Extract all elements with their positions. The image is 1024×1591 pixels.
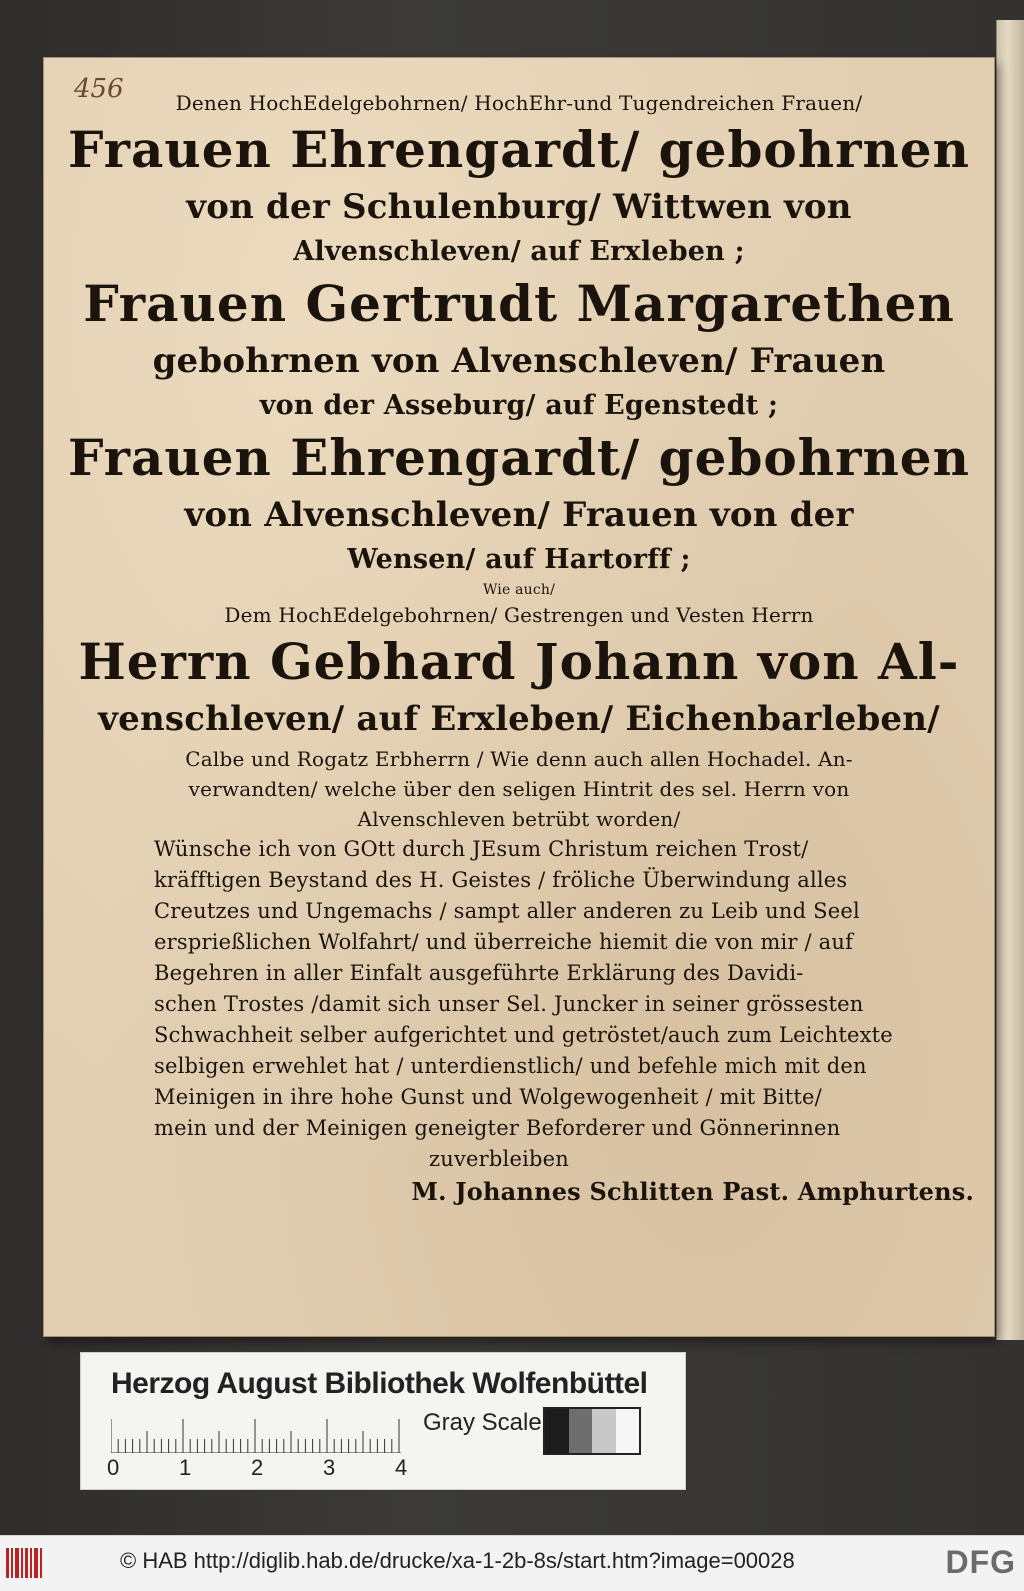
title-line: Frauen Ehrengardt/ gebohrnen — [68, 428, 970, 487]
body-line: Schwachheit selber aufgerichtet und getröstet/auch zum Leichtexte — [154, 1023, 893, 1047]
body-line: Wünsche ich von GOtt durch JEsum Christum reichen Trost/ — [154, 837, 809, 861]
gray-swatch — [569, 1409, 593, 1453]
title-line: venschleven/ auf Erxleben/ Eichenbarleben/ — [98, 699, 940, 739]
folio-number: 456 — [74, 74, 124, 104]
title-line: von der Asseburg/ auf Egenstedt ; — [259, 390, 779, 421]
title-line: Alvenschleven/ auf Erxleben ; — [293, 236, 745, 267]
body-line: kräfftigen Beystand des H. Geistes / fröliche Überwindung alles — [154, 868, 848, 892]
title-line: Dem HochEdelgebohrnen/ Gestrengen und Vesten Herrn — [224, 603, 814, 627]
viewer-footer — [0, 1535, 1024, 1591]
ruler-number: 1 — [179, 1455, 192, 1480]
body-line: zuverbleiben — [428, 1147, 570, 1171]
body-line: selbigen erwehlet hat / unterdienstlich/ und befehle mich mit den — [154, 1054, 867, 1078]
title-line: Wensen/ auf Hartorff ; — [347, 544, 691, 575]
gray-scale-swatches — [543, 1407, 641, 1455]
body-line: Meinigen in ihre hohe Gunst und Wolgewogenheit / mit Bitte/ — [154, 1085, 822, 1109]
ruler-scale — [111, 1419, 411, 1453]
title-text-block — [54, 88, 984, 1209]
title-line: von der Schulenburg/ Wittwen von — [186, 187, 852, 227]
library-name: Herzog August Bibliothek Wolfenbüttel — [111, 1367, 648, 1400]
dedication-body — [54, 834, 984, 1175]
body-line: ersprießlichen Wolfahrt/ und überreiche hiemit die von mir / auf — [154, 930, 854, 954]
barcode-icon — [6, 1548, 46, 1578]
signature: M. Johannes Schlitten Past. Amphurtens. — [411, 1177, 974, 1206]
ruler-number: 4 — [395, 1455, 408, 1480]
title-line: Frauen Gertrudt Margarethen — [83, 274, 955, 333]
gray-swatch — [545, 1409, 569, 1453]
copyright-link[interactable]: © HAB http://diglib.hab.de/drucke/xa-1-2b-8s/start.htm?image=00028 — [120, 1548, 795, 1573]
body-line: Creutzes und Ungemachs / sampt aller anderen zu Leib und Seel — [154, 899, 860, 923]
dfg-logo: DFG — [945, 1544, 1016, 1580]
color-calibration-card — [80, 1352, 686, 1490]
title-line: Denen HochEdelgebohrnen/ HochEhr-und Tugendreichen Frauen/ — [175, 91, 863, 115]
body-line: schen Trostes /damit sich unser Sel. Juncker in seiner grössesten — [154, 992, 864, 1016]
ruler-number: 2 — [251, 1455, 264, 1480]
title-line: Frauen Ehrengardt/ gebohrnen — [68, 120, 970, 179]
ruler-number: 3 — [323, 1455, 336, 1480]
ruler-number: 0 — [107, 1455, 120, 1480]
gray-scale-label: Gray Scale — [423, 1409, 542, 1436]
body-line: mein und der Meinigen geneigter Beforderer und Gönnerinnen — [154, 1116, 841, 1140]
gray-swatch — [592, 1409, 616, 1453]
title-line: gebohrnen von Alvenschleven/ Frauen — [152, 341, 886, 381]
title-line: Calbe und Rogatz Erbherrn / Wie denn auch allen Hochadel. An- — [185, 747, 853, 771]
title-line: Alvenschleven betrübt worden/ — [357, 807, 681, 831]
title-line: Wie auch/ — [482, 582, 556, 598]
document-page — [44, 58, 994, 1336]
adjacent-page-edge — [996, 20, 1024, 1340]
gray-swatch — [616, 1409, 640, 1453]
body-line: Begehren in aller Einfalt ausgeführte Erklärung des Davidi- — [154, 961, 804, 985]
title-line: verwandten/ welche über den seligen Hintrit des sel. Herrn von — [188, 777, 850, 801]
title-line: Herrn Gebhard Johann von Al- — [78, 632, 960, 691]
title-line: von Alvenschleven/ Frauen von der — [184, 495, 854, 535]
